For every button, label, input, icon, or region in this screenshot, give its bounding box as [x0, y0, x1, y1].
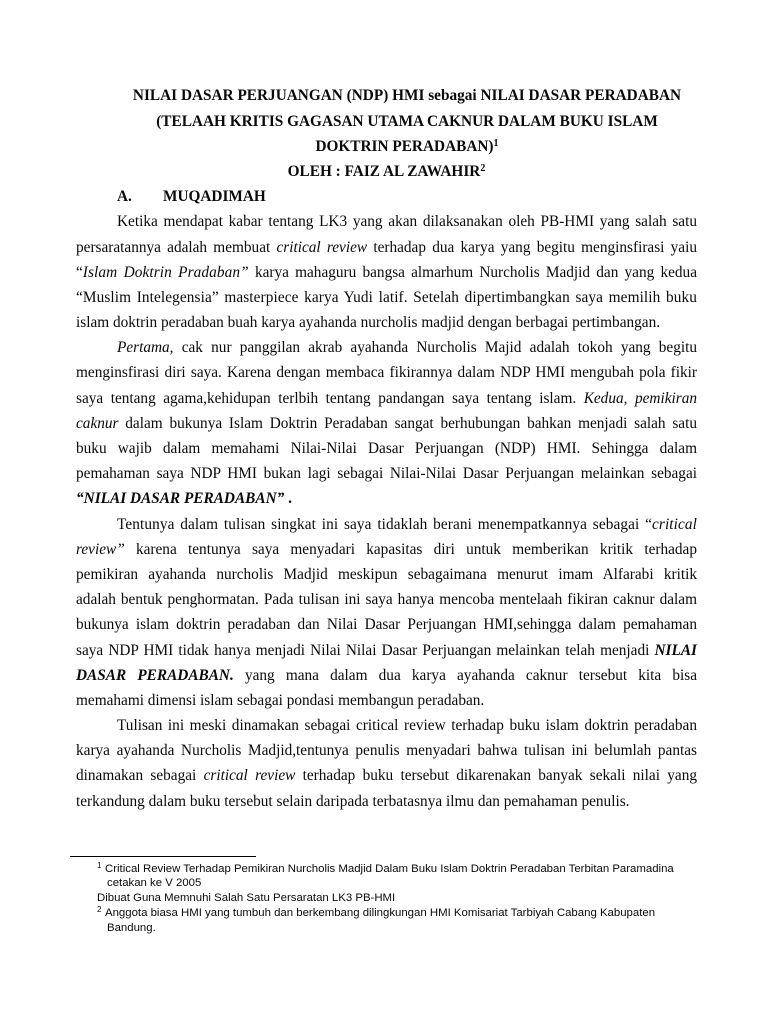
text-run: saya tentang agama,kehidupan terlbih tentang pandangan saya tentang islam.: [76, 389, 584, 407]
text-line: [76, 436, 697, 461]
section-heading: [76, 184, 697, 209]
footnote-separator: [70, 856, 256, 857]
text-line: [76, 260, 697, 285]
emphasis-text: Pertama,: [117, 339, 174, 357]
emphasis-text: critical review: [203, 767, 296, 785]
text-line: [76, 587, 697, 612]
document-title-line-1: NILAI DASAR PERJUANGAN (NDP) HMI sebagai NILAI DASAR PERADABAN: [132, 87, 682, 105]
author-name: OLEH : FAIZ AL ZAWAHIR: [287, 162, 481, 180]
footnote-ref-2: 2: [480, 162, 486, 174]
footnote-text: Critical Review Terhadap Pemikiran Nurcholis Madjid Dalam Buku Islam Doktrin Peradaban Terbitan Paramadina: [105, 862, 674, 875]
text-line: [76, 713, 697, 738]
footnote-2-continuation: Bandung.: [107, 921, 156, 934]
text-run: cak nur panggilan akrab ayahanda Nurcholis Majid adalah tokoh yang begitu: [173, 339, 697, 357]
paragraph-2: [76, 335, 697, 511]
footnote-text: Anggota biasa HMI yang tumbuh dan berkembang dilingkungan HMI Komisariat Tarbiyah Cabang Kabupaten: [105, 906, 656, 919]
strong-emphasis-text: “NILAI DASAR PERADABAN”: [76, 490, 285, 508]
footnote-1-note: Dibuat Guna Memnuhi Salah Satu Persaratan LK3 PB-HMI: [97, 892, 396, 905]
text-run: islam doktrin peradaban buah karya ayahanda nurcholis madjid dengan berbagai pertimbangan.: [76, 314, 661, 332]
text-line: [76, 688, 697, 713]
footnotes: [97, 862, 707, 936]
strong-emphasis-text: DASAR PERADABAN.: [76, 666, 234, 684]
text-line: [76, 486, 697, 511]
footnote-1: 1 Critical Review Terhadap Pemikiran Nurcholis Madjid Dalam Buku Islam Doktrin Peradaban Terbitan Paramadina: [97, 860, 674, 875]
text-line: [76, 663, 697, 688]
emphasis-text: critical: [652, 515, 697, 533]
emphasis-text: Islam Doktrin Pradaban”: [82, 263, 249, 281]
text-line: [76, 638, 697, 663]
text-line: [76, 209, 697, 234]
text-run: persaratannya adalah membuat: [76, 238, 277, 256]
text-run: Ketika mendapat kabar tentang LK3 yang akan dilaksanakan oleh PB-HMI yang salah satu: [117, 213, 697, 231]
text-run: pemahaman saya NDP HMI bukan lagi sebagai Nilai-Nilai Dasar Perjuangan melainkan sebagai: [76, 465, 697, 483]
text-line: [76, 763, 697, 788]
footnote-2: 2 Anggota biasa HMI yang tumbuh dan berkembang dilingkungan HMI Komisariat Tarbiyah Cabang Kabupaten: [97, 904, 656, 919]
text-line: [76, 738, 697, 763]
text-run: karena tentunya saya menyadari kapasitas diri untuk memberikan kritik terhadap: [124, 540, 697, 558]
text-run: Tulisan ini meski dinamakan sebagai critical review terhadap buku islam doktrin peradaban: [117, 717, 697, 735]
footnote-1-continuation: cetakan ke V 2005: [107, 877, 202, 890]
text-run: dalam bukunya Islam Doktrin Peradaban sangat berhubungan bahkan menjadi salah satu: [118, 414, 697, 432]
footnote-ref-1: 1: [493, 137, 499, 149]
text-line: [76, 386, 697, 411]
title-text: DOKTRIN PERADABAN): [315, 137, 494, 155]
text-run: memahami dimensi islam sebagai pondasi membangun peradaban.: [76, 691, 485, 709]
text-run: yang mana dalam dua karya ayahanda caknur tersebut kita bisa: [233, 666, 697, 684]
text-line: [76, 285, 697, 310]
emphasis-text: Kedua, pemikiran: [583, 389, 697, 407]
text-run: buku wajib dalam memahami Nilai-Nilai Dasar Perjuangan (NDP) HMI. Sehingga dalam: [76, 440, 697, 458]
text-run: terhadap dua karya yang begitu menginsfirasi yaiu: [367, 238, 697, 256]
text-line: [76, 537, 697, 562]
text-run: “Muslim Intelegensia” masterpiece karya Yudi latif. Setelah dipertimbangkan saya memilih buku: [76, 288, 697, 306]
text-line: [76, 461, 697, 486]
text-run: bukunya islam doktrin peradaban dan Nilai Dasar Perjuangan HMI,sehingga dalam pemahaman: [76, 616, 697, 634]
section-title: MUQADIMAH: [163, 188, 266, 206]
text-run: terkandung dalam buku tersebut selain daripada terbatasnya ilmu dan pemahaman penulis.: [76, 792, 630, 810]
document-title-line-2: (TELAAH KRITIS GAGASAN UTAMA CAKNUR DALAM BUKU ISLAM: [156, 112, 658, 130]
text-line: [76, 360, 697, 385]
text-line: [76, 335, 697, 360]
text-run: terhadap buku tersebut dikarenakan banyak sekali nilai yang: [295, 767, 697, 785]
text-run: menginsfirasi diri saya. Karena dengan membaca fikirannya dalam NDP HMI mengubah pola fikir: [76, 364, 697, 382]
text-run: Tentunya dalam tulisan singkat ini saya tidaklah berani menempatkannya sebagai “: [117, 515, 653, 533]
text-line: [76, 789, 697, 814]
text-run: dinamakan sebagai: [76, 767, 204, 785]
emphasis-text: caknur: [76, 414, 119, 432]
emphasis-text: review”: [76, 540, 125, 558]
text-line: [76, 562, 697, 587]
document-title-line-3: [76, 134, 697, 159]
text-run: pemikiran ayahanda nurcholis Madjid meskipun sebagaimana menurut imam Alfarabi kritik: [76, 565, 697, 583]
text-line: [76, 411, 697, 436]
emphasis-text: critical review: [276, 238, 368, 256]
text-run: .: [284, 490, 292, 508]
text-line: [76, 512, 697, 537]
text-run: adalah bentuk penghormatan. Pada tulisan ini saya hanya mencoba mentelaah fikiran caknur dalam: [76, 591, 697, 609]
document-page: [76, 83, 697, 813]
text-run: karya mahaguru bangsa almarhum Nurcholis Madjid dan yang kedua: [248, 263, 697, 281]
strong-emphasis-text: NILAI: [654, 641, 697, 659]
text-line: [76, 235, 697, 260]
text-line: [76, 612, 697, 637]
paragraph-1: [76, 209, 697, 335]
text-run: saya NDP HMI tidak hanya menjadi Nilai Nilai Dasar Perjuangan melainkan telah menjadi: [76, 641, 655, 659]
author-line: [76, 159, 697, 184]
paragraph-3: [76, 512, 697, 714]
text-run: karya ayahanda Nurcholis Madjid,tentunya penulis menyadari bahwa tulisan ini belumlah pantas: [76, 742, 697, 760]
text-line: [76, 310, 697, 335]
paragraph-4: [76, 713, 697, 814]
section-number: A.: [117, 188, 132, 206]
text-run: “: [76, 263, 83, 281]
